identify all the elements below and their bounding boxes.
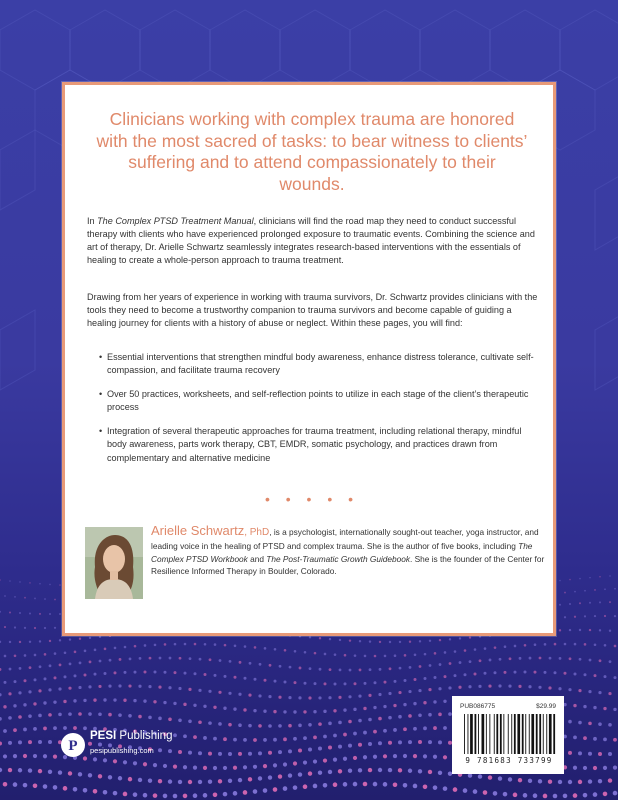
list-item: • Over 50 practices, worksheets, and self-reflection points to utilize in each stage of the client’s therapeutic process: [101, 388, 541, 414]
author-bio-text: , is a psychologist, internationally sought-out teacher, yoga instructor, and leading voice in the healing of PTSD and complex trauma. She is the author of five books, including: [151, 527, 539, 551]
author-credential: , PhD: [244, 527, 270, 538]
author-book-title: The Post-Traumatic Growth Guidebook: [266, 553, 411, 564]
author-bio-text: . She is the founder of the Center for Resilience Informed Therapy in Boulder, Colorado.: [151, 553, 545, 577]
back-cover-text-panel: [62, 82, 556, 636]
author-bio-text: and: [247, 553, 267, 564]
publisher-name: [90, 730, 172, 742]
isbn-barcode-label: [452, 696, 564, 774]
feature-list: [101, 351, 541, 476]
price: $29.99: [536, 703, 556, 710]
description-paragraph-2: Drawing from her years of experience in working with trauma survivors, Dr. Schwartz provides clinicians with the tools they need to become a trustworthy companion to trauma survivors and become capable of guiding a healing journey for clients with a history of abuse or neglect. Within these pages, you will find:: [87, 292, 538, 329]
list-item: • Essential interventions that strengthen mindful body awareness, enhance distress tolerance, cultivate self-compassion, and facilitate trauma recovery: [101, 351, 541, 377]
publisher-url: pesipublishing.com: [90, 746, 154, 755]
sku-code: PUB086775: [460, 703, 496, 710]
paragraph-1-text: , clinicians will find the road map they need to conduct successful therapy with clients who have experienced prolonged exposure to traumatic events. Combining the science and art of therapy, Dr. Arielle Schwartz seamlessly integrates research-based interventions with the essentials of healing to create a whole-person approach to trauma treatment.: [87, 216, 535, 266]
decorative-dots-divider: • • • • •: [264, 491, 360, 507]
logo-letter: P: [68, 738, 78, 754]
author-bio: [151, 525, 549, 578]
paragraph-1-prefix: In: [87, 216, 98, 226]
publisher-logo: [60, 724, 210, 768]
book-title-italic: The Complex PTSD Treatment Manual: [97, 216, 254, 226]
pesi-logo-icon: [60, 730, 86, 760]
pull-quote: Clinicians working with complex trauma are honored with the most sacred of tasks: to bear witness to clients’ suffering and to attend compassionately to their wounds.: [96, 109, 528, 194]
author-name: Arielle Schwartz: [151, 523, 245, 538]
publisher-name-rest: Publishing: [116, 730, 173, 742]
barcode-icon: [460, 714, 558, 754]
publisher-name-bold: PESI: [90, 730, 117, 742]
author-book-title: The Complex PTSD Workbook: [151, 540, 533, 564]
list-item: • Integration of several therapeutic approaches for trauma treatment, including relational therapy, mindful body awareness, parts work therapy, CBT, EMDR, somatic psychology, and practices drawn from complementary and alternative medicine: [101, 425, 541, 464]
author-photo: [85, 527, 143, 599]
description-paragraph-1: [87, 215, 539, 267]
isbn-number: 9 781683 733799: [465, 756, 553, 765]
